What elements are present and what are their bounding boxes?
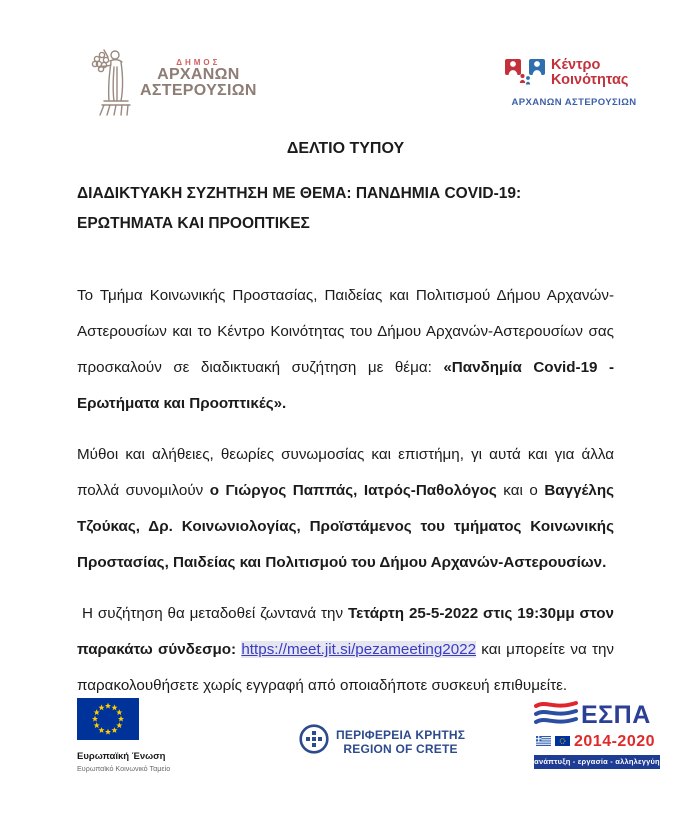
- espa-title: ΕΣΠΑ: [581, 701, 651, 729]
- eu-logo: [77, 698, 195, 773]
- community-center-title-line2: Κοινότητας: [551, 72, 629, 88]
- region-label-english: REGION OF CRETE: [343, 741, 458, 756]
- p1-bold-topic-segment: «Πανδημία Covid-19 - Ερωτήματα και Προοπτικές».: [77, 359, 614, 412]
- espa-banner: ανάπτυξη - εργασία - αλληλεγγύη: [534, 755, 660, 769]
- eu-label-line1: Ευρωπαϊκή Ένωση: [77, 751, 166, 762]
- eu-label-line2: Ευρωπαϊκό Κοινωνικό Ταμείο: [77, 764, 171, 773]
- document-heading: ΔΙΑΔΙΚΤΥΑΚΗ ΣΥΖΗΤΗΣΗ ΜΕ ΘΕΜΑ: ΠΑΝΔΗΜΙΑ COVID-19: ΕΡΩΤΗΜΑΤΑ ΚΑΙ ΠΡΟΟΠΤΙΚΕΣ: [77, 185, 522, 232]
- meeting-link[interactable]: https://meet.jit.si/pezameeting2022: [241, 641, 477, 659]
- municipality-name-line1: ΑΡΧΑΝΩΝ: [157, 66, 240, 83]
- region-of-crete-emblem-icon: [299, 724, 329, 759]
- family-icon: [504, 54, 546, 92]
- greek-flag-icon: [536, 733, 551, 751]
- community-center-title: [551, 58, 628, 88]
- community-center-subtitle: ΑΡΧΑΝΩΝ ΑΣΤΕΡΟΥΣΙΩΝ: [511, 97, 637, 108]
- espa-logo: [534, 699, 660, 769]
- municipality-logo-text: [140, 58, 257, 99]
- paragraph-broadcast: [77, 596, 614, 704]
- community-center-logo: [504, 54, 644, 108]
- paragraph-speakers: [77, 437, 614, 581]
- p2-normal-segment-2: και ο: [496, 482, 545, 500]
- region-of-crete-text: [336, 728, 465, 756]
- document-body: [77, 140, 614, 720]
- p3-normal-segment-2: και μπορείτε να την παρακολουθήσετε χωρίς εγγραφή από οποιαδήποτε συσκευή επιθυμείτε.: [77, 641, 614, 695]
- municipality-dimos-label: ΔΗΜΟΣ: [176, 58, 221, 67]
- municipality-logo: [84, 46, 257, 121]
- region-label-greek: ΠΕΡΙΦΕΡΕΙΑ ΚΡΗΤΗΣ: [336, 727, 466, 742]
- region-of-crete-logo: [299, 724, 465, 759]
- municipality-figure-icon: [84, 46, 138, 121]
- p2-normal-segment-1: Μύθοι και αλήθειες, θεωρίες συνωμοσίας και επιστήμη, γι αυτά και για άλλα πολλά συνομιλούν: [77, 446, 614, 500]
- p1-normal-segment: Το Τμήμα Κοινωνικής Προστασίας, Παιδείας και Πολιτισμού Δήμου Αρχανών-Αστερουσίων και το Κέντρο Κοινότητας του Δήμου Αρχανών-Αστερουσίων σας προσκαλούν σε διαδικτυακή συζήτηση με θέμα:: [77, 287, 614, 376]
- paragraph-invitation: [77, 278, 614, 422]
- p2-speaker1-segment: ο Γιώργος Παππάς, Ιατρός-Παθολόγος: [209, 482, 497, 500]
- municipality-name-line2: ΑΣΤΕΡΟΥΣΙΩΝ: [140, 82, 257, 99]
- p3-datetime-segment: Τετάρτη 25-5-2022 στις 19:30μμ στον παρακάτω σύνδεσμο:: [77, 605, 614, 659]
- eu-mini-flag-icon: [555, 733, 570, 751]
- p3-normal-segment-1: Η συζήτηση θα μεταδοθεί ζωντανά την: [82, 605, 348, 623]
- p2-speaker2-segment: Βαγγέλης Τζούκας, Δρ. Κοινωνιολογίας, Προϊστάμενος του τμήματος Κοινωνικής Προστασίας, Παιδείας και Πολιτισμού του Δήμου Αρχανών-Αστερουσίων.: [77, 482, 614, 572]
- community-center-title-line1: Κέντρο: [551, 57, 601, 73]
- document-title: ΔΕΛΤΙΟ ΤΥΠΟΥ: [286, 140, 405, 157]
- espa-waves-icon: [534, 699, 578, 731]
- espa-years: 2014-2020: [574, 733, 656, 750]
- eu-flag-icon: [77, 727, 139, 744]
